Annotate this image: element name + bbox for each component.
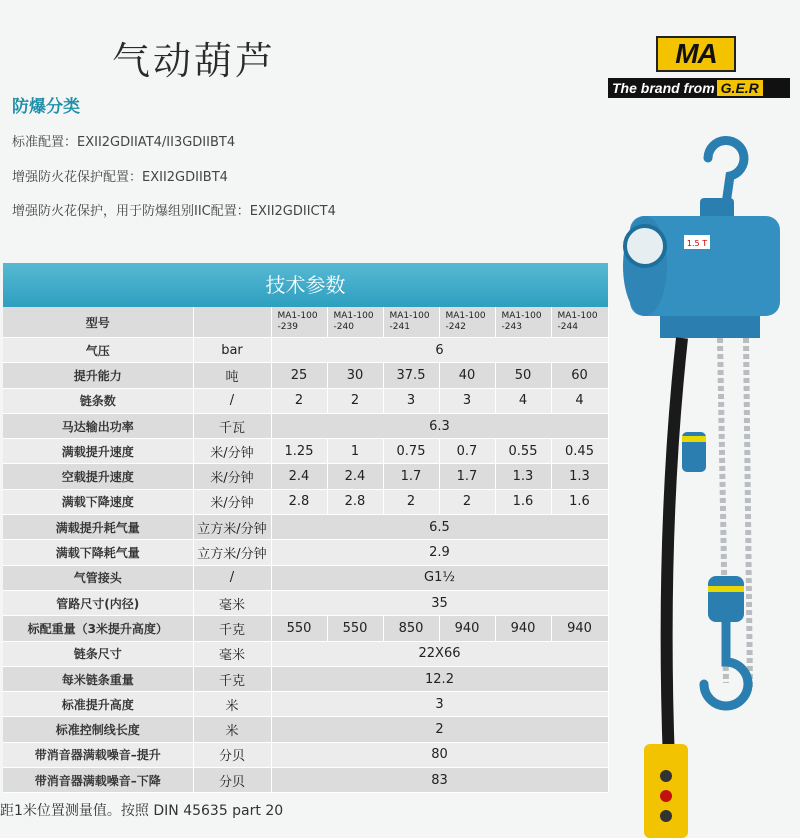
row-name: 每米链条重量: [3, 666, 193, 691]
row-value: 1: [327, 439, 383, 464]
row-value: 1.6: [551, 489, 608, 514]
hoist-body: [623, 216, 780, 338]
row-value: 60: [551, 363, 608, 388]
row-name: 满载下降耗气量: [3, 540, 193, 565]
table-row: [3, 540, 608, 565]
row-value: 0.55: [495, 439, 551, 464]
row-unit: 吨: [193, 363, 271, 388]
row-value: 2.8: [327, 489, 383, 514]
table-row: [3, 768, 608, 793]
row-name: 空载提升速度: [3, 464, 193, 489]
row-value: 22X66: [271, 641, 608, 666]
row-value: 2: [383, 489, 439, 514]
pendant-control: [644, 744, 688, 838]
row-unit: 千克: [193, 666, 271, 691]
table-row: [3, 616, 608, 641]
row-name: 标准提升高度: [3, 692, 193, 717]
row-unit: 米/分钟: [193, 439, 271, 464]
row-name: 管路尺寸(内径): [3, 590, 193, 615]
row-value: 4: [495, 388, 551, 413]
table-row: [3, 742, 608, 767]
row-name: 链条尺寸: [3, 641, 193, 666]
row-unit: /: [193, 388, 271, 413]
row-value: 940: [495, 616, 551, 641]
row-unit: 毫米: [193, 641, 271, 666]
table-row: [3, 515, 608, 540]
row-value: 940: [439, 616, 495, 641]
row-name: 满载下降速度: [3, 489, 193, 514]
table-row: [3, 439, 608, 464]
table-row: [3, 590, 608, 615]
row-unit: 分贝: [193, 742, 271, 767]
row-name: 标准控制线长度: [3, 717, 193, 742]
row-value: 2: [439, 489, 495, 514]
row-value: 2.9: [271, 540, 608, 565]
row-unit: 毫米: [193, 590, 271, 615]
row-value: 50: [495, 363, 551, 388]
row-unit: 立方米/分钟: [193, 540, 271, 565]
row-value: 3: [383, 388, 439, 413]
section-heading: 防爆分类: [12, 97, 80, 117]
row-unit: /: [193, 565, 271, 590]
table-row: [3, 666, 608, 691]
row-value: 25: [271, 363, 327, 388]
header-model: MA1-100 -241: [383, 307, 439, 338]
row-value: 2.4: [327, 464, 383, 489]
row-unit: 千瓦: [193, 413, 271, 438]
row-unit: 米: [193, 717, 271, 742]
table-row: [3, 464, 608, 489]
table-row: [3, 692, 608, 717]
table-row: [3, 413, 608, 438]
bottom-hook: [704, 576, 748, 706]
header-model-label: 型号: [3, 307, 193, 338]
spec-table: [3, 263, 608, 793]
row-value: 1.3: [551, 464, 608, 489]
tagline-brand: G.E.R: [717, 80, 763, 96]
header-model: MA1-100 -243: [495, 307, 551, 338]
config-iic: 增强防火花保护，用于防爆组别IIC配置：EXII2GDIICT4: [12, 204, 336, 219]
row-value: 550: [327, 616, 383, 641]
row-value: 1.7: [439, 464, 495, 489]
header-model: MA1-100 -239: [271, 307, 327, 338]
row-value: 30: [327, 363, 383, 388]
row-name: 提升能力: [3, 363, 193, 388]
row-value: 850: [383, 616, 439, 641]
row-name: 满载提升耗气量: [3, 515, 193, 540]
row-value: 4: [551, 388, 608, 413]
row-value: 3: [271, 692, 608, 717]
header-model: MA1-100 -242: [439, 307, 495, 338]
row-value: 35: [271, 590, 608, 615]
table-title: 技术参数: [3, 263, 608, 307]
header-unit-cell: [193, 307, 271, 338]
row-value: 2.4: [271, 464, 327, 489]
row-value: 2.8: [271, 489, 327, 514]
row-name: 带消音器满载噪音–提升: [3, 742, 193, 767]
tagline-prefix: The brand from: [612, 80, 715, 96]
capacity-label: 1.5 T: [686, 239, 708, 248]
row-value: 2: [327, 388, 383, 413]
row-value: 0.7: [439, 439, 495, 464]
chain-stopper: [682, 432, 706, 472]
row-value: 1.25: [271, 439, 327, 464]
brand-logo: [608, 36, 790, 100]
row-value: 550: [271, 616, 327, 641]
row-name: 链条数: [3, 388, 193, 413]
row-value: 940: [551, 616, 608, 641]
row-value: 83: [271, 768, 608, 793]
row-value: 40: [439, 363, 495, 388]
row-name: 带消音器满载噪音–下降: [3, 768, 193, 793]
hoist-image: [600, 128, 800, 838]
row-value: 6.5: [271, 515, 608, 540]
row-name: 满载提升速度: [3, 439, 193, 464]
page-title: 气动葫芦: [112, 39, 277, 83]
row-name: 马达输出功率: [3, 413, 193, 438]
row-unit: 米/分钟: [193, 464, 271, 489]
table-row: [3, 641, 608, 666]
row-value: 37.5: [383, 363, 439, 388]
row-value: 1.7: [383, 464, 439, 489]
row-unit: 米: [193, 692, 271, 717]
row-name: 标配重量（3米提升高度）: [3, 616, 193, 641]
table-row: [3, 363, 608, 388]
row-value: 6.3: [271, 413, 608, 438]
table-row: [3, 338, 608, 363]
ma-logo: MA: [656, 36, 736, 72]
footnote: 距1米位置测量值。按照 DIN 45635 part 20: [0, 803, 284, 819]
row-value: 3: [439, 388, 495, 413]
table-row: [3, 489, 608, 514]
row-value: 12.2: [271, 666, 608, 691]
config-standard: 标准配置：EXII2GDIIAT4/II3GDIIBT4: [12, 135, 236, 150]
row-value: G1½: [271, 565, 608, 590]
top-hook: [700, 140, 744, 224]
header-model: MA1-100 -240: [327, 307, 383, 338]
row-value: 2: [271, 717, 608, 742]
row-value: 1.3: [495, 464, 551, 489]
row-name: 气管接头: [3, 565, 193, 590]
row-unit: 分贝: [193, 768, 271, 793]
table-header-row: [3, 307, 608, 338]
row-value: 6: [271, 338, 608, 363]
row-value: 1.6: [495, 489, 551, 514]
table-row: [3, 388, 608, 413]
header-model: MA1-100 -244: [551, 307, 608, 338]
row-value: 0.75: [383, 439, 439, 464]
row-name: 气压: [3, 338, 193, 363]
row-value: 2: [271, 388, 327, 413]
row-unit: bar: [193, 338, 271, 363]
table-row: [3, 717, 608, 742]
row-value: 80: [271, 742, 608, 767]
row-unit: 立方米/分钟: [193, 515, 271, 540]
row-value: 0.45: [551, 439, 608, 464]
chain-right: [746, 338, 750, 688]
table-row: [3, 565, 608, 590]
row-unit: 米/分钟: [193, 489, 271, 514]
row-unit: 千克: [193, 616, 271, 641]
brand-tagline: [608, 78, 790, 98]
config-enhanced: 增强防火花保护配置：EXII2GDIIBT4: [12, 170, 228, 185]
